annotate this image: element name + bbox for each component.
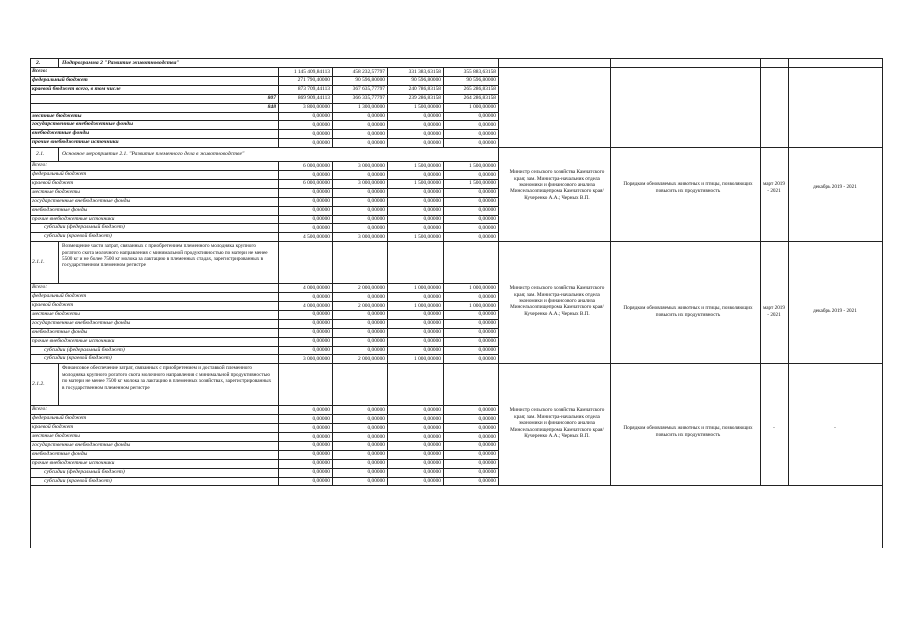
amount-cell: 0,00000 xyxy=(423,406,441,413)
column-divider xyxy=(58,241,59,283)
amount-cell: 0,00000 xyxy=(423,338,441,345)
column-divider xyxy=(387,241,388,283)
column-divider xyxy=(443,363,444,405)
amount-cell: 1 000,00000 xyxy=(469,302,496,309)
row-label: краевой бюджет xyxy=(32,424,74,431)
start-date: март 2019 - 2021 xyxy=(762,305,785,318)
amount-cell: 0,00000 xyxy=(367,198,385,205)
amount-cell: 0,00000 xyxy=(423,207,441,214)
amount-cell: 6 000,00000 xyxy=(303,162,330,169)
amount-cell: 0,00000 xyxy=(367,113,385,119)
amount-cell: 0,00000 xyxy=(367,224,385,231)
row-label: местные бюджеты xyxy=(32,310,80,317)
amount-cell: 0,00000 xyxy=(478,329,496,336)
amount-cell: 873 709,44113 xyxy=(297,86,330,93)
amount-cell: 1 000,00000 xyxy=(414,302,441,309)
row-label: федеральный бюджет xyxy=(32,171,87,177)
amount-cell: 1 500,00000 xyxy=(414,104,441,111)
column-divider xyxy=(760,58,761,147)
amount-cell: 0,00000 xyxy=(478,198,496,205)
row-label: федеральный бюджет xyxy=(32,415,87,422)
amount-cell: 239 286,83158 xyxy=(408,95,441,102)
amount-cell: 0,00000 xyxy=(423,224,441,231)
amount-cell: 1 500,00000 xyxy=(414,180,441,187)
amount-cell: 0,00000 xyxy=(478,347,496,353)
amount-cell: 0,00000 xyxy=(367,424,385,431)
amount-cell: 0,00000 xyxy=(423,293,441,300)
start-date: март 2019 - 2021 xyxy=(762,181,785,194)
amount-cell: 4 000,00000 xyxy=(303,302,330,309)
row-label: краевой бюджет xyxy=(32,302,74,308)
amount-cell: 3 000,00000 xyxy=(358,233,385,240)
column-divider xyxy=(278,405,279,485)
amount-cell: 271 790,40000 xyxy=(297,77,330,84)
column-divider xyxy=(610,58,611,147)
amount-cell: 0,00000 xyxy=(423,460,441,467)
amount-cell: 0,00000 xyxy=(367,207,385,214)
budget-code: 848 xyxy=(267,103,276,110)
amount-cell: 367 635,77797 xyxy=(352,86,385,93)
amount-cell: 4 000,00000 xyxy=(303,284,330,291)
column-divider xyxy=(443,161,444,241)
amount-cell: 0,00000 xyxy=(367,329,385,336)
amount-cell: 0,00000 xyxy=(423,311,441,318)
column-divider xyxy=(278,161,279,241)
row-label: субсидии (федеральный бюджет) xyxy=(44,346,125,353)
amount-cell: 1 000,00000 xyxy=(414,284,441,291)
amount-cell: 0,00000 xyxy=(478,451,496,458)
column-divider xyxy=(443,241,444,283)
end-date: декабрь 2019 - 2021 xyxy=(813,184,857,191)
amount-cell: 0,00000 xyxy=(423,121,441,128)
row-label: субсидии (краевой бюджет) xyxy=(44,477,112,484)
amount-cell: 869 909,44113 xyxy=(297,95,330,102)
amount-cell: 2 000,00000 xyxy=(358,302,385,309)
row-label: государственные внебюджетные фонды xyxy=(32,121,133,128)
amount-cell: 0,00000 xyxy=(312,189,330,196)
column-divider xyxy=(498,363,499,485)
column-divider xyxy=(610,363,611,485)
section-number: 2.1. xyxy=(36,151,45,158)
amount-cell: 2 000,00000 xyxy=(358,355,385,362)
amount-cell: 0,00000 xyxy=(312,415,330,422)
amount-cell: 0,00000 xyxy=(478,121,496,128)
amount-cell: 0,00000 xyxy=(478,171,496,178)
amount-cell: 0,00000 xyxy=(423,139,441,146)
amount-cell: 0,00000 xyxy=(423,320,441,327)
amount-cell: 0,00000 xyxy=(312,139,330,146)
amount-cell: 0,00000 xyxy=(312,460,330,467)
amount-cell: 0,00000 xyxy=(423,216,441,222)
amount-cell: 1 000,00000 xyxy=(469,104,496,111)
expected-result: Порядком обновляемых животных и птицы, позволяющих повысить их продуктивность xyxy=(623,181,753,194)
column-divider xyxy=(58,363,59,405)
row-label: субсидии (краевой бюджет) xyxy=(44,233,112,240)
amount-cell: 0,00000 xyxy=(367,469,385,476)
row-label: местные бюджеты xyxy=(32,188,80,195)
amount-cell: 6 000,00000 xyxy=(303,180,330,187)
amount-cell: 0,00000 xyxy=(478,338,496,345)
column-divider xyxy=(760,363,761,485)
amount-cell: 0,00000 xyxy=(478,293,496,300)
amount-cell: 0,00000 xyxy=(312,329,330,336)
amount-cell: 90 596,80000 xyxy=(466,77,496,84)
amount-cell: 1 300,00000 xyxy=(358,104,385,111)
row-label: субсидии (краевой бюджет) xyxy=(44,355,112,362)
responsible-text: Министр сельского хозяйства Камчатского края; зам. Министра-начальник отдела экономики и финансового анализа Минсельхозпищепрома Камчатского края/Кучеренко А.А.; Черных В.П. xyxy=(509,285,605,317)
amount-cell: 0,00000 xyxy=(423,189,441,196)
amount-cell: 0,00000 xyxy=(367,338,385,345)
amount-cell: 0,00000 xyxy=(478,478,496,484)
amount-cell: 0,00000 xyxy=(367,121,385,128)
start-date: - xyxy=(773,425,775,432)
column-divider xyxy=(332,405,333,485)
amount-cell: 0,00000 xyxy=(478,320,496,327)
amount-cell: 331 383,63158 xyxy=(408,68,441,75)
amount-cell: 0,00000 xyxy=(367,130,385,137)
column-divider xyxy=(498,147,499,241)
row-label: Всего: xyxy=(32,406,48,413)
row-label: прочие внебюджетные источники xyxy=(32,337,115,344)
expected-result: Порядком обновляемых животных и птицы, позволяющих повысить их продуктивность xyxy=(623,305,753,318)
amount-cell: 0,00000 xyxy=(367,139,385,146)
amount-cell: 0,00000 xyxy=(478,139,496,146)
amount-cell: 0,00000 xyxy=(312,224,330,231)
column-divider xyxy=(498,58,499,67)
section-number: 2. xyxy=(36,60,41,66)
amount-cell: 0,00000 xyxy=(478,355,496,362)
column-divider xyxy=(498,67,499,147)
amount-cell: 3 000,00000 xyxy=(358,162,385,169)
row-label: Всего: xyxy=(32,162,48,169)
amount-cell: 0,00000 xyxy=(312,347,330,353)
amount-cell: 0,00000 xyxy=(312,293,330,300)
measure-description: Возмещение части затрат, связанных с приобретением племенного молодняка крупного рогатого скота молочного направления с минимальной продуктивностью по матери не менее 5500 кг и не более 7500 кг молока за лактацию в племенных стадах, зарегистрированных в государственном племенном регистре xyxy=(62,243,268,269)
column-divider xyxy=(760,147,761,241)
amount-cell: 240 786,83158 xyxy=(408,86,441,93)
row-label: государственные внебюджетные фонды xyxy=(32,197,131,204)
amount-cell: 264 286,83158 xyxy=(463,95,496,102)
column-divider xyxy=(788,58,789,147)
amount-cell: 0,00000 xyxy=(312,171,330,178)
column-divider xyxy=(443,405,444,485)
amount-cell: 0,00000 xyxy=(423,329,441,336)
column-divider xyxy=(278,283,279,363)
row-divider xyxy=(30,485,498,486)
amount-cell: 0,00000 xyxy=(367,451,385,458)
measure-description: Финансовое обеспечение затрат, связанных с приобретением и доставкой племенного молодняка крупного рогатого скота молочного направления с минимальной продуктивностью по матери не менее 7500 кг молока за лактацию в племенных хозяйствах, зарегистрированных в государственном племенном регистре xyxy=(62,365,272,391)
column-divider xyxy=(278,241,279,283)
amount-cell: 2 000,00000 xyxy=(358,284,385,291)
column-divider xyxy=(30,161,31,241)
section-number: 2.1.2. xyxy=(32,381,45,388)
amount-cell: 0,00000 xyxy=(312,338,330,345)
amount-cell: 0,00000 xyxy=(423,198,441,205)
amount-cell: 0,00000 xyxy=(478,130,496,137)
amount-cell: 0,00000 xyxy=(478,424,496,431)
column-divider xyxy=(332,161,333,241)
amount-cell: 355 883,63158 xyxy=(463,68,496,75)
amount-cell: 0,00000 xyxy=(478,113,496,119)
row-label: внебюджетные фонды xyxy=(32,130,90,137)
column-divider xyxy=(30,283,31,363)
column-divider xyxy=(760,241,761,363)
amount-cell: 0,00000 xyxy=(312,216,330,222)
column-divider xyxy=(498,241,499,363)
amount-cell: 90 596,80000 xyxy=(355,77,385,84)
amount-cell: 0,00000 xyxy=(312,469,330,476)
amount-cell: 1 145 409,84113 xyxy=(293,68,330,75)
column-divider xyxy=(278,363,279,405)
amount-cell: 0,00000 xyxy=(312,121,330,128)
amount-cell: 0,00000 xyxy=(423,171,441,178)
amount-cell: 0,00000 xyxy=(312,424,330,431)
amount-cell: 1 500,00000 xyxy=(414,233,441,240)
row-label: субсидии (федеральный бюджет) xyxy=(44,468,125,475)
row-label: внебюджетные фонды xyxy=(32,450,88,457)
amount-cell: 0,00000 xyxy=(423,130,441,137)
column-divider xyxy=(30,67,31,147)
row-label: прочие внебюджетные источники xyxy=(32,139,119,146)
column-divider xyxy=(610,147,611,241)
amount-cell: 0,00000 xyxy=(478,433,496,440)
amount-cell: 0,00000 xyxy=(478,469,496,476)
amount-cell: 0,00000 xyxy=(478,207,496,214)
row-label: Всего: xyxy=(32,68,48,74)
column-divider xyxy=(387,283,388,363)
section-number: 2.1.1. xyxy=(32,259,45,266)
amount-cell: 0,00000 xyxy=(312,207,330,214)
row-divider xyxy=(498,485,882,486)
column-divider xyxy=(387,67,388,147)
amount-cell: 0,00000 xyxy=(312,451,330,458)
amount-cell: 0,00000 xyxy=(423,469,441,476)
row-label: федеральный бюджет xyxy=(32,76,88,83)
column-divider xyxy=(387,405,388,485)
column-divider xyxy=(58,147,59,161)
end-date: - xyxy=(834,425,836,432)
amount-cell: 0,00000 xyxy=(367,347,385,353)
amount-cell: 1 000,00000 xyxy=(414,355,441,362)
amount-cell: 366 335,77797 xyxy=(352,95,385,102)
amount-cell: 0,00000 xyxy=(478,406,496,413)
column-divider xyxy=(332,283,333,363)
amount-cell: 0,00000 xyxy=(478,216,496,222)
amount-cell: 0,00000 xyxy=(367,216,385,222)
amount-cell: 0,00000 xyxy=(423,424,441,431)
row-label: местные бюджеты xyxy=(32,112,82,119)
amount-cell: 458 232,57797 xyxy=(352,68,385,75)
amount-cell: 0,00000 xyxy=(423,415,441,422)
column-divider xyxy=(387,161,388,241)
amount-cell: 0,00000 xyxy=(367,415,385,422)
row-label: краевой бюджет всего, в том числе xyxy=(32,85,121,92)
section-title: Основное мероприятие 2.1. "Развитие племенного дела в животноводстве" xyxy=(62,151,245,158)
row-label: Всего: xyxy=(32,284,48,291)
amount-cell: 0,00000 xyxy=(478,311,496,318)
row-divider xyxy=(30,147,882,148)
amount-cell: 0,00000 xyxy=(367,478,385,484)
amount-cell: 0,00000 xyxy=(312,130,330,137)
column-divider xyxy=(788,241,789,363)
column-divider xyxy=(58,58,59,67)
column-divider xyxy=(443,283,444,363)
row-label: местные бюджеты xyxy=(32,433,80,439)
amount-cell: 0,00000 xyxy=(367,460,385,467)
row-label: государственные внебюджетные фонды xyxy=(32,441,131,448)
amount-cell: 3 000,00000 xyxy=(303,355,330,362)
amount-cell: 265 286,83158 xyxy=(463,86,496,93)
amount-cell: 3 000,00000 xyxy=(358,180,385,187)
amount-cell: 0,00000 xyxy=(312,433,330,440)
budget-table xyxy=(30,58,882,548)
amount-cell: 0,00000 xyxy=(312,406,330,413)
amount-cell: 0,00000 xyxy=(367,171,385,178)
amount-cell: 0,00000 xyxy=(367,189,385,196)
amount-cell: 3 800,00000 xyxy=(303,104,330,111)
row-label: государственные внебюджетные фонды xyxy=(32,319,131,326)
row-label: внебюджетные фонды xyxy=(32,328,88,335)
amount-cell: 1 500,00000 xyxy=(469,162,496,169)
amount-cell: 0,00000 xyxy=(367,406,385,413)
responsible-text: Министр сельского хозяйства Камчатского края; зам. Министра-начальник отдела экономики и финансового анализа Минсельхозпищепрома Камчатского края/Кучеренко А.А.; Черных В.П. xyxy=(509,169,605,201)
amount-cell: 0,00000 xyxy=(367,320,385,327)
amount-cell: 0,00000 xyxy=(312,113,330,119)
amount-cell: 0,00000 xyxy=(367,311,385,318)
amount-cell: 0,00000 xyxy=(423,113,441,119)
column-divider xyxy=(610,241,611,363)
row-label: внебюджетные фонды xyxy=(32,206,88,213)
amount-cell: 0,00000 xyxy=(478,233,496,240)
amount-cell: 0,00000 xyxy=(367,433,385,440)
amount-cell: 1 000,00000 xyxy=(469,284,496,291)
column-divider xyxy=(278,67,279,147)
column-divider xyxy=(332,241,333,283)
amount-cell: 0,00000 xyxy=(423,347,441,353)
row-label: субсидии (федеральный бюджет) xyxy=(44,224,125,231)
row-label: федеральный бюджет xyxy=(32,293,87,300)
end-date: декабрь 2019 - 2021 xyxy=(813,308,857,315)
budget-code: 807 xyxy=(267,94,276,101)
column-divider xyxy=(882,58,883,548)
amount-cell: 0,00000 xyxy=(367,293,385,300)
column-divider xyxy=(443,67,444,147)
expected-result: Порядком обновляемых животных и птицы, позволяющих повысить их продуктивность xyxy=(623,425,753,438)
amount-cell: 0,00000 xyxy=(312,442,330,449)
amount-cell: 1 500,00000 xyxy=(414,162,441,169)
amount-cell: 0,00000 xyxy=(312,320,330,327)
amount-cell: 0,00000 xyxy=(312,198,330,205)
amount-cell: 0,00000 xyxy=(312,311,330,318)
amount-cell: 0,00000 xyxy=(423,433,441,440)
row-divider xyxy=(30,58,882,59)
section-title: Подпрограмма 2 "Развитие животноводства" xyxy=(62,60,180,66)
column-divider xyxy=(387,363,388,405)
column-divider xyxy=(788,147,789,241)
amount-cell: 0,00000 xyxy=(478,442,496,449)
amount-cell: 0,00000 xyxy=(423,478,441,484)
row-label: краевой бюджет xyxy=(32,179,74,186)
column-divider xyxy=(332,363,333,405)
column-divider xyxy=(788,363,789,485)
amount-cell: 0,00000 xyxy=(478,415,496,422)
amount-cell: 0,00000 xyxy=(423,442,441,449)
amount-cell: 90 596,80000 xyxy=(411,77,441,84)
amount-cell: 0,00000 xyxy=(478,189,496,196)
amount-cell: 0,00000 xyxy=(478,224,496,231)
amount-cell: 1 500,00000 xyxy=(469,180,496,187)
column-divider xyxy=(30,405,31,485)
amount-cell: 4 500,00000 xyxy=(303,233,330,240)
row-label: прочие внебюджетные источники xyxy=(32,459,115,466)
amount-cell: 0,00000 xyxy=(312,478,330,484)
row-label: прочие внебюджетные источники xyxy=(32,215,115,222)
column-divider xyxy=(332,67,333,147)
amount-cell: 0,00000 xyxy=(478,460,496,467)
responsible-text: Министр сельского хозяйства Камчатского края; зам. Министра-начальник отдела экономики и финансового анализа Минсельхозпищепрома Камчатского края/Кучеренко А.А.; Черных В.П. xyxy=(509,407,605,439)
amount-cell: 0,00000 xyxy=(367,442,385,449)
amount-cell: 0,00000 xyxy=(423,451,441,458)
